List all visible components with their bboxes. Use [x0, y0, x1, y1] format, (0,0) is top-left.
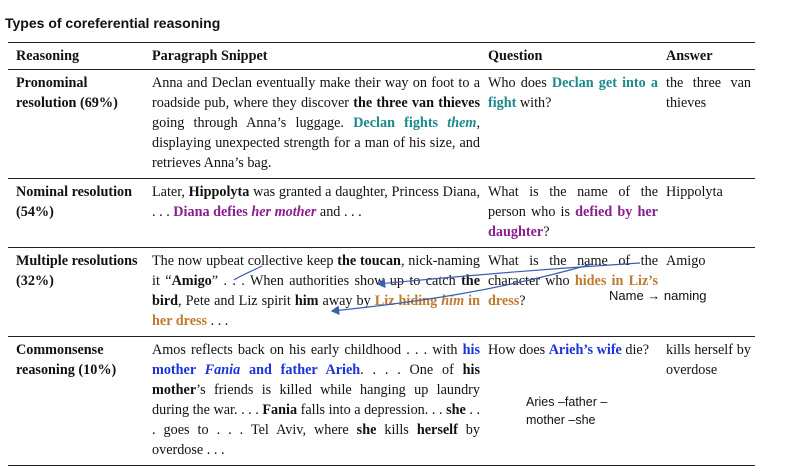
- snippet-highlight: the toucan: [337, 253, 401, 269]
- snippet-text: kills: [376, 422, 417, 438]
- reasoning-cell: Pronominal resolution (69%): [8, 70, 148, 179]
- reasoning-cell: Commonsense reasoning (10%): [8, 337, 148, 466]
- snippet-highlight: him: [294, 293, 319, 309]
- header-question: Question: [484, 43, 662, 70]
- snippet-text: away by: [318, 293, 375, 309]
- question-text: with?: [516, 95, 552, 111]
- answer-cell: Hippolyta: [662, 179, 755, 248]
- snippet-highlight: his mother: [152, 362, 480, 398]
- header-reasoning: Reasoning: [8, 43, 148, 70]
- snippet-highlight: Amigo: [171, 273, 212, 289]
- reasoning-table: [8, 42, 755, 466]
- snippet-cell: [148, 248, 484, 337]
- question-highlight: Declan get into a fight: [488, 75, 658, 111]
- answer-cell: kills herself by overdose: [662, 337, 755, 466]
- question-cell: [484, 179, 662, 248]
- page-title: Types of coreferential reasoning: [5, 15, 221, 31]
- snippet-highlight: him: [441, 293, 465, 309]
- question-text: ?: [519, 293, 526, 309]
- snippet-text: . . .: [207, 313, 229, 329]
- reasoning-cell: Multiple resolutions (32%): [8, 248, 148, 337]
- snippet-highlight: his mother: [152, 342, 480, 378]
- table-row: [8, 337, 755, 466]
- annotation-note: [526, 393, 607, 429]
- snippet-highlight: Liz hiding: [374, 293, 442, 309]
- snippet-text: ’s friends is killed while hanging up laundry during the war. . . .: [152, 382, 480, 418]
- snippet-cell: [148, 179, 484, 248]
- question-highlight: defied by her daughter: [488, 204, 658, 240]
- snippet-highlight: Declan fights: [353, 115, 448, 131]
- snippet-highlight: her mother: [251, 204, 317, 220]
- question-text: ?: [543, 224, 550, 240]
- question-highlight: hides in Liz’s dress: [488, 273, 659, 309]
- snippet-highlight: herself: [416, 422, 458, 438]
- answer-cell: the three van thieves: [662, 70, 755, 179]
- snippet-cell: [148, 70, 484, 179]
- snippet-highlight: in her dress: [152, 293, 480, 329]
- table-header-row: [8, 43, 755, 70]
- annotation-note: Name → naming: [609, 288, 707, 303]
- header-snippet: Paragraph Snippet: [148, 43, 484, 70]
- snippet-text: Later,: [152, 184, 189, 200]
- annotation-line: Aries –father –: [526, 395, 608, 409]
- snippet-highlight: she: [446, 402, 466, 418]
- answer-cell: Amigo: [662, 248, 755, 337]
- snippet-highlight: them: [447, 115, 477, 131]
- snippet-text: Amos reflects back on his early childhood . . . with: [152, 342, 463, 358]
- snippet-highlight: Diana defies: [173, 204, 252, 220]
- annotation-line: mother –she: [526, 413, 596, 427]
- table-row: [8, 70, 755, 179]
- snippet-text: , Pete and Liz spirit: [178, 293, 295, 309]
- snippet-text: Anna and Declan eventually make their way on foot to a roadside pub, where they discover: [152, 75, 480, 111]
- snippet-highlight: the bird: [152, 273, 480, 309]
- snippet-text: going through Anna’s luggage.: [152, 115, 354, 131]
- snippet-highlight: and father Arieh: [240, 362, 361, 378]
- reasoning-cell: Nominal resolution (54%): [8, 179, 148, 248]
- snippet-text: . . . goes to . . . Tel Aviv, where: [152, 402, 481, 438]
- snippet-highlight: Hippolyta: [188, 184, 250, 200]
- table-row: [8, 179, 755, 248]
- question-text: What is the name of the character who: [488, 253, 658, 289]
- snippet-highlight: Fania: [262, 402, 298, 418]
- snippet-highlight: the three van thieves: [353, 95, 480, 111]
- question-cell: [484, 70, 662, 179]
- question-text: How does: [488, 342, 549, 358]
- snippet-text: ” . . . When authorities show up to catch: [211, 273, 462, 289]
- snippet-text: , nick-naming it “: [152, 253, 480, 289]
- question-text: die?: [621, 342, 650, 358]
- snippet-cell: [148, 337, 484, 466]
- snippet-text: was granted a daughter, Princess Diana, . . .: [152, 184, 480, 220]
- header-answer: Answer: [662, 43, 755, 70]
- question-text: Who does: [488, 75, 552, 91]
- snippet-highlight: Fania: [204, 362, 241, 378]
- snippet-text: falls into a depression. . .: [297, 402, 447, 418]
- question-highlight: Arieh’s wife: [548, 342, 622, 358]
- snippet-text: The now upbeat collective keep: [152, 253, 338, 269]
- snippet-highlight: she: [356, 422, 377, 438]
- question-text: What is the name of the person who is: [488, 184, 658, 220]
- snippet-text: and . . .: [316, 204, 362, 220]
- snippet-text: , displaying unexpected strength for a man of his size, and retrieves Anna’s bag.: [152, 115, 480, 171]
- snippet-text: by overdose . . .: [152, 422, 480, 458]
- snippet-text: . . . . One of: [360, 362, 463, 378]
